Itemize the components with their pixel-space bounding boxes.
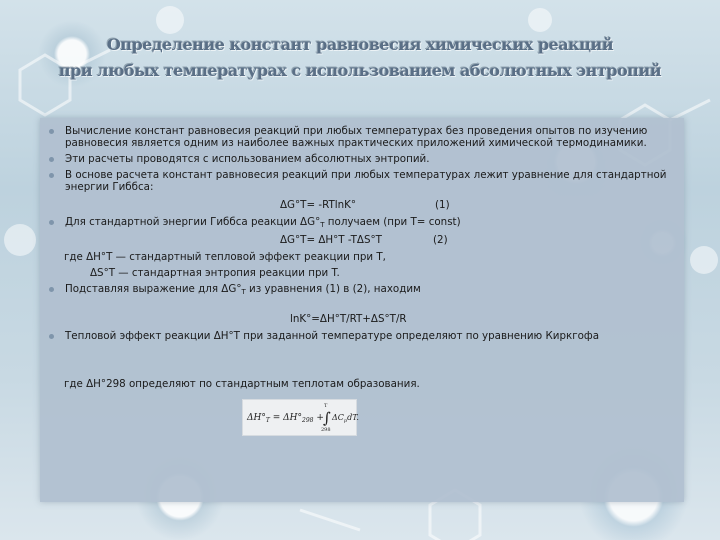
bullet-icon <box>49 129 54 134</box>
svg-text:ΔCpdT.: $\Delta C_pdT$. <box>332 413 359 424</box>
title-line-1: Определение констант равновесия химических реакций <box>106 35 614 54</box>
content-list <box>40 125 684 392</box>
list-item: Подставляя выражение для $\Delta G^\circ_T$ из уравнения (1) в (2), находим <box>40 283 684 295</box>
bullet-icon <box>49 220 54 225</box>
list-item: Эти расчеты проводятся с использованием абсолютных энтропий. <box>40 153 684 165</box>
equation-3: lnK°=ΔH°T/RT+ΔS°T/R <box>290 313 407 325</box>
slide-title <box>20 32 700 84</box>
equation-2: ΔG°T= ΔH°T -TΔS°T (2) <box>280 234 448 246</box>
bullet-icon <box>49 157 54 162</box>
definition-line-h298: где ΔH°298 определяют по стандартным теплотам образования. <box>64 378 420 390</box>
list-item: Для стандартной энергии Гиббса реакции $\Delta G^\circ_T$ получаем (при T= const) <box>40 216 684 228</box>
bullet-icon <box>49 173 54 178</box>
list-item: В основе расчета констант равновесия реакций при любых температурах лежит уравнение для стандартной энергии Гиббса: <box>40 169 684 193</box>
list-item: Вычисление констант равновесия реакций при любых температурах без проведения опытов по изучению равновесия является одним из наиболее важных практических приложений химической термодинамики. <box>40 125 684 149</box>
bullet-icon <box>49 334 54 339</box>
list-item: Тепловой эффект реакции ΔH°T при заданной температуре определяют по уравнению Киркгофа <box>40 330 684 342</box>
svg-text:298: 298 <box>321 427 331 433</box>
svg-text:ΔH°T = ΔH°298 +: $\Delta H^\circ_T = \Delta H^\circ_{298}$ + <box>247 413 324 424</box>
equation-1: ΔG°T= -RTlnK° (1) <box>280 199 450 211</box>
bullet-icon <box>49 287 54 292</box>
kirchhoff-formula <box>243 400 359 435</box>
svg-text:T: T <box>324 403 328 409</box>
title-line-2: при любых температурах с использованием абсолютных энтропий <box>58 61 662 80</box>
kirchhoff-formula-image <box>242 399 357 436</box>
svg-text:∫: ∫ <box>323 409 331 427</box>
definition-lines: где ΔH°T — стандартный тепловой эффект реакции при T, ΔS°T — стандартная энтропия реакции при T. <box>64 251 386 279</box>
